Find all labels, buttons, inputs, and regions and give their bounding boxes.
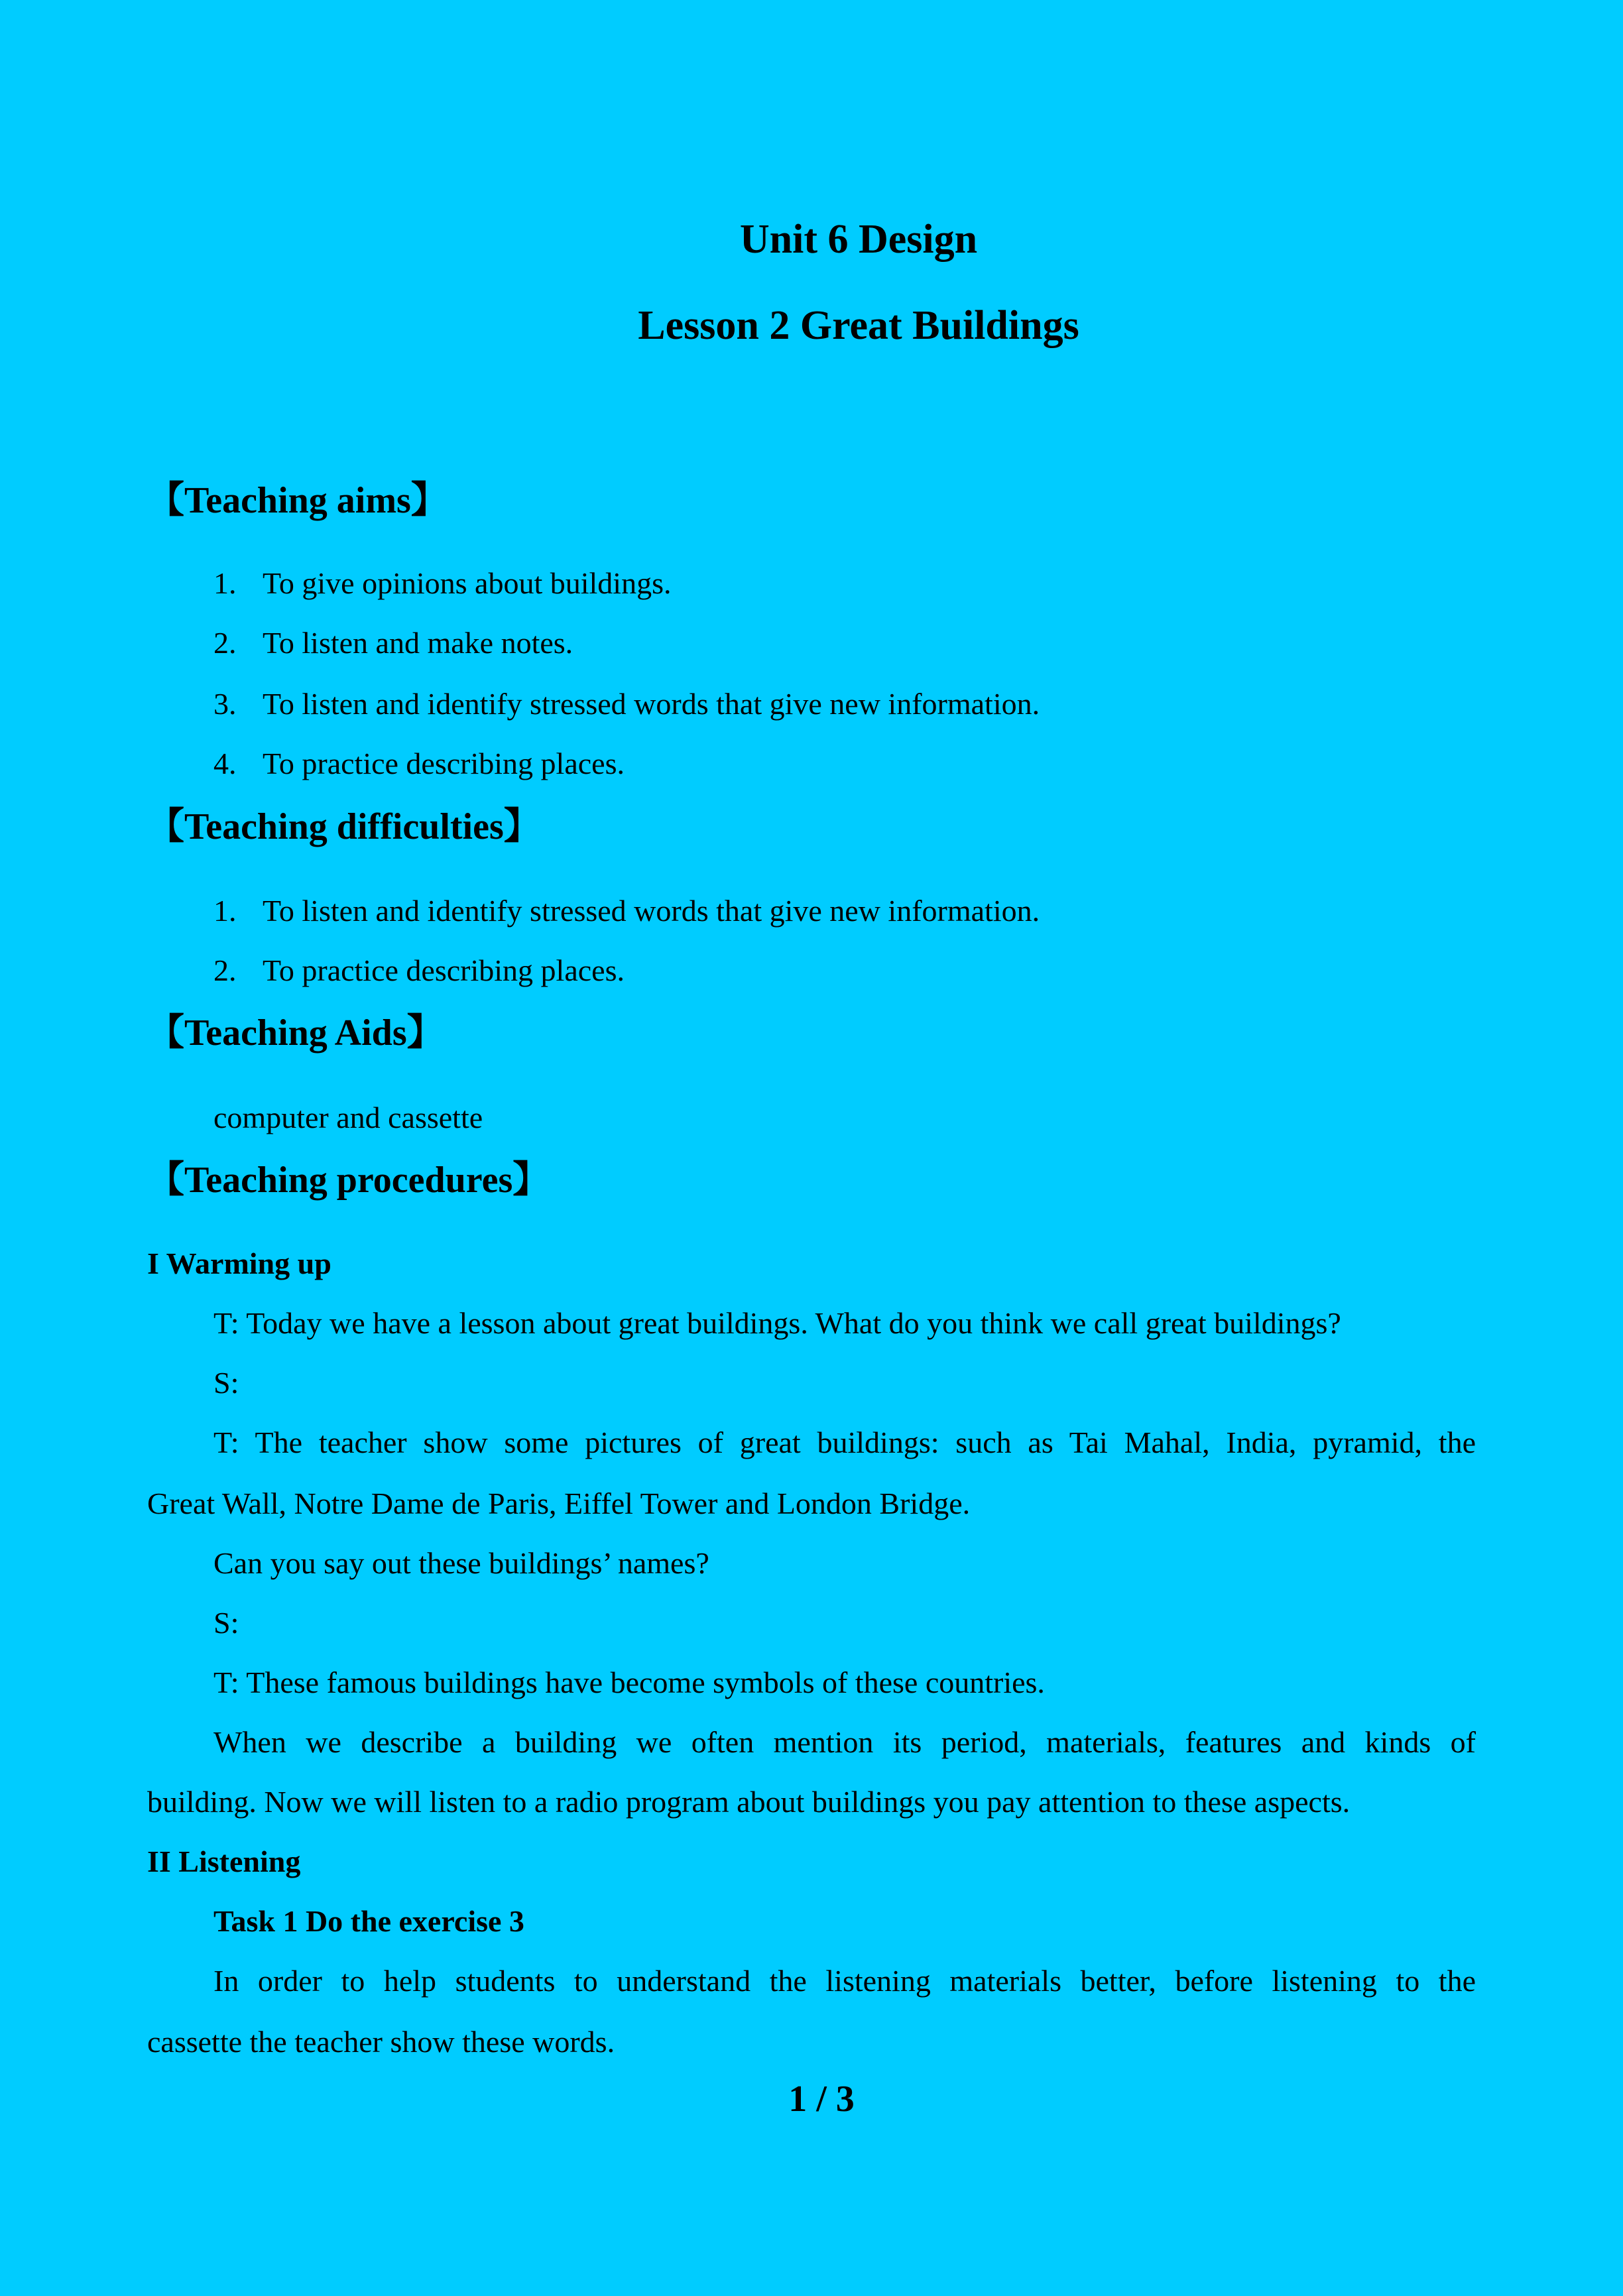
paragraph-line: Can you say out these buildings’ names?	[213, 1546, 709, 1580]
list-text: To listen and make notes.	[263, 626, 573, 660]
warming-up-heading: I Warming up	[147, 1246, 331, 1280]
aids-text: computer and cassette	[213, 1101, 483, 1134]
paragraph-line: building. Now we will listen to a radio program about buildings you pay attention to these aspects.	[147, 1785, 1351, 1819]
paragraph-line: T: Today we have a lesson about great buildings. What do you think we call great buildings?	[213, 1306, 1341, 1340]
paragraph-line: T: The teacher show some pictures of great buildings: such as Tai Mahal, India, pyramid, the	[213, 1425, 1476, 1459]
list-number: 3.	[213, 687, 237, 721]
list-text: To give opinions about buildings.	[263, 566, 672, 600]
aids-heading: 【Teaching Aids】	[147, 1012, 444, 1054]
paragraph-line: Great Wall, Notre Dame de Paris, Eiffel Tower and London Bridge.	[147, 1486, 971, 1520]
aims-heading: 【Teaching aims】	[147, 480, 448, 521]
list-text: To practice describing places.	[263, 953, 625, 987]
paragraph-line: S:	[213, 1366, 239, 1400]
listening-heading: II Listening	[147, 1844, 301, 1878]
paragraph-line: T: These famous buildings have become symbols of these countries.	[213, 1665, 1045, 1699]
list-text: To practice describing places.	[263, 747, 625, 780]
difficulties-heading: 【Teaching difficulties】	[147, 806, 541, 847]
list-number: 4.	[213, 747, 237, 780]
page-number: 1 / 3	[788, 2079, 855, 2120]
task-heading: Task 1 Do the exercise 3	[213, 1904, 524, 1938]
list-text: To listen and identify stressed words that give new information.	[263, 894, 1040, 928]
document-subtitle: Lesson 2 Great Buildings	[638, 303, 1079, 348]
list-number: 1.	[213, 894, 237, 928]
list-number: 1.	[213, 566, 237, 600]
list-number: 2.	[213, 626, 237, 660]
list-number: 2.	[213, 953, 237, 987]
document-title: Unit 6 Design	[739, 217, 978, 262]
paragraph-line: S:	[213, 1606, 239, 1640]
procedures-heading: 【Teaching procedures】	[147, 1160, 550, 1201]
paragraph-line: cassette the teacher show these words.	[147, 2025, 615, 2059]
paragraph-line: When we describe a building we often mention its period, materials, features and kinds of	[213, 1725, 1476, 1759]
list-text: To listen and identify stressed words that give new information.	[263, 687, 1040, 721]
paragraph-line: In order to help students to understand the listening materials better, before listening to the	[213, 1964, 1476, 1998]
